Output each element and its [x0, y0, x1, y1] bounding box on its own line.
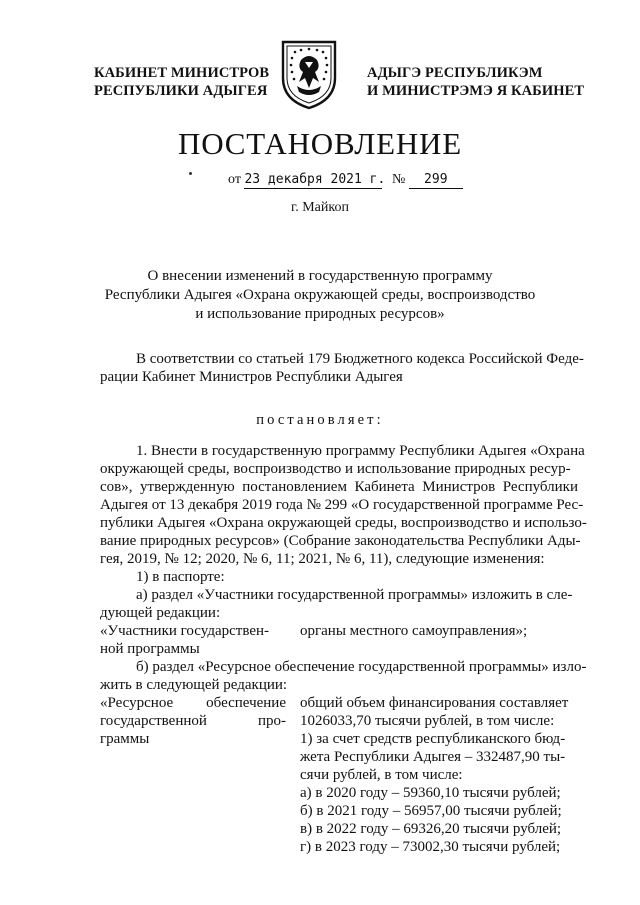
- resources-label-word: государственной: [100, 713, 207, 729]
- issuer-russian: [94, 64, 269, 100]
- item1-line: [100, 478, 578, 496]
- participants-value: органы местного самоуправления»;: [300, 623, 528, 639]
- scan-mark: [189, 172, 192, 175]
- subject-line: Республики Адыгея «Охрана окружающей среды, воспроизводство: [104, 287, 536, 303]
- item1-line: вание природных ресурсов» (Собрание законодательства Республики Ады-: [100, 533, 581, 549]
- date-line: [228, 172, 463, 189]
- number-label: №: [391, 172, 406, 187]
- resources-label-line: [100, 694, 286, 712]
- resources-label-line: [100, 712, 286, 730]
- issuer-adyghe-line1: АДЫГЭ РЕСПУБЛИКЭМ: [367, 65, 543, 81]
- resources-label-word: про-: [257, 713, 286, 729]
- issuer-russian-line1: КАБИНЕТ МИНИСТРОВ: [94, 65, 270, 81]
- preamble-line: рации Кабинет Министров Республики Адыгея: [100, 369, 403, 385]
- resources-value-line: жета Республики Адыгея – 332487,90 ты-: [300, 749, 566, 765]
- subitem-passport: 1) в паспорте:: [136, 569, 225, 585]
- item1-line: окружающей среды, воспроизводство и использование природных ресур-: [100, 461, 571, 477]
- resources-label-word: «Ресурсное: [100, 695, 174, 711]
- subitem-b-line: жить в следующей редакции:: [100, 677, 288, 693]
- subitem-b-line: б) раздел «Ресурсное обеспечение государственной программы» изло-: [136, 659, 587, 675]
- item1-line: Адыгея от 13 декабря 2019 года № 299 «О государственной программе Рес-: [100, 497, 584, 513]
- document-subject: [90, 267, 550, 324]
- subject-line: О внесении изменений в государственную программу: [147, 268, 493, 284]
- resources-value-line: в) в 2022 году – 69326,20 тысячи рублей;: [300, 821, 562, 837]
- city: г. Майкоп: [291, 200, 349, 215]
- item1-line: 1. Внести в государственную программу Республики Адыгея «Охрана: [136, 443, 585, 459]
- resources-value-line: сячи рублей, в том числе:: [300, 767, 463, 783]
- participants-label-line: «Участники государствен-: [100, 623, 269, 639]
- subitem-a-line: а) раздел «Участники государственной программы» изложить в сле-: [136, 587, 573, 603]
- decrees-word: постановляет:: [256, 412, 384, 428]
- issuer-adyghe: [367, 64, 584, 100]
- date-from-label: от: [228, 172, 241, 187]
- resources-value-line: б) в 2021 году – 56957,00 тысячи рублей;: [300, 803, 562, 819]
- resources-label-word: обеспечение: [206, 695, 286, 711]
- item1-line: гея, 2019, № 12; 2020, № 6, 11; 2021, № 6, 11), следующие изменения:: [100, 551, 545, 567]
- participants-label-line: ной программы: [100, 641, 200, 657]
- item1-line: публики Адыгея «Охрана окружающей среды, воспроизводство и использо-: [100, 515, 587, 531]
- issuer-russian-line2: РЕСПУБЛИКИ АДЫГЕЯ: [94, 83, 268, 99]
- resources-label-line: граммы: [100, 731, 150, 747]
- subject-line: и использование природных ресурсов»: [195, 306, 445, 322]
- item1-line-text: сов», утвержденную постановлением Кабинета Министров Республики: [100, 479, 578, 495]
- document-title: ПОСТАНОВЛЕНИЕ: [178, 126, 462, 161]
- resources-value-line: г) в 2023 году – 73002,30 тысячи рублей;: [300, 839, 561, 855]
- resources-value-line: общий объем финансирования составляет: [300, 695, 569, 711]
- coat-of-arms-emblem: [279, 38, 339, 110]
- resources-value-line: а) в 2020 году – 59360,10 тысячи рублей;: [300, 785, 561, 801]
- resources-value-line: 1) за счет средств республиканского бюд-: [300, 731, 566, 747]
- subitem-a-line: дующей редакции:: [100, 605, 221, 621]
- preamble-line: В соответствии со статьей 179 Бюджетного кодекса Российской Феде-: [136, 351, 584, 367]
- issuer-adyghe-line2: И МИНИСТРЭМЭ Я КАБИНЕТ: [367, 83, 585, 99]
- date-value: 23 декабря 2021 г.: [244, 172, 386, 187]
- number-value: 299: [409, 172, 463, 189]
- resources-value-line: 1026033,70 тысячи рублей, в том числе:: [300, 713, 555, 729]
